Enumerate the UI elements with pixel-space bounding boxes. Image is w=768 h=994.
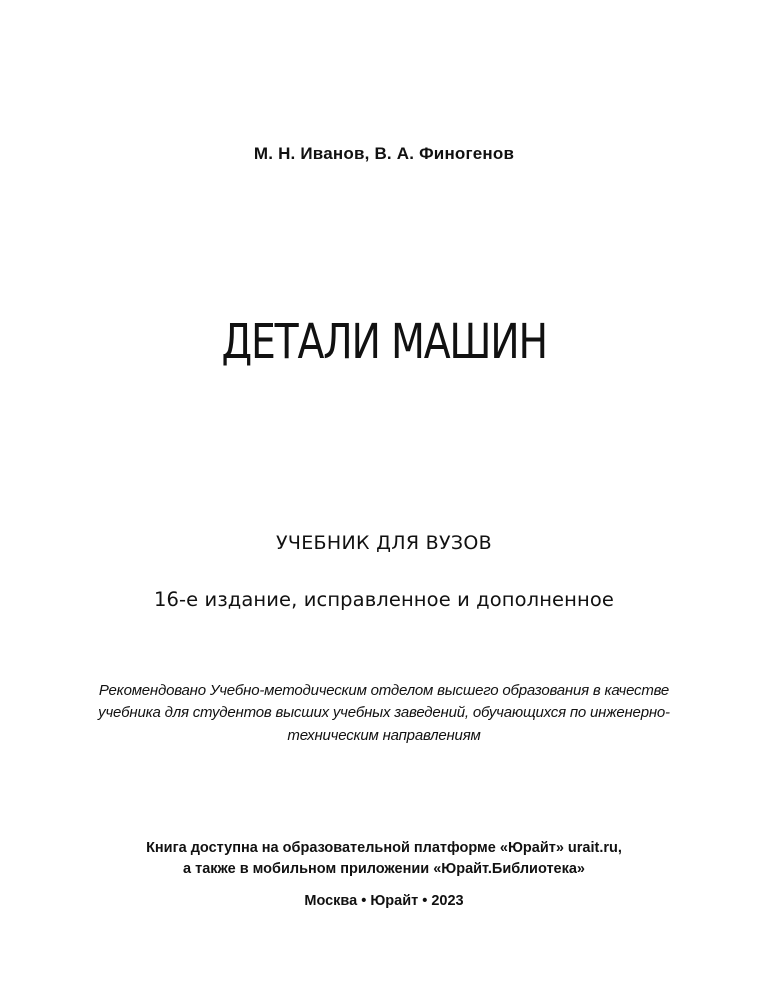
imprint: Москва • Юрайт • 2023 <box>304 893 464 909</box>
edition-note: 16-е издание, исправленное и дополненное <box>154 588 614 611</box>
authors: М. Н. Иванов, В. А. Финогенов <box>253 144 515 163</box>
recommendation-line-2: учебника для студентов высших учебных заведений, обучающихся по инженерно- <box>98 704 670 721</box>
book-title: ДЕТАЛИ МАШИН <box>221 314 547 370</box>
platform-note-line-1: Книга доступна на образовательной платформе «Юрайт» urait.ru, <box>146 840 622 856</box>
recommendation-line-3: техническим направлениям <box>287 727 481 744</box>
platform-note-line-2: а также в мобильном приложении «Юрайт.Библиотека» <box>183 861 585 877</box>
book-subtitle: УЧЕБНИК ДЛЯ ВУЗОВ <box>276 532 492 554</box>
recommendation-line-1: Рекомендовано Учебно-методическим отделом высшего образования в качестве <box>98 682 670 699</box>
